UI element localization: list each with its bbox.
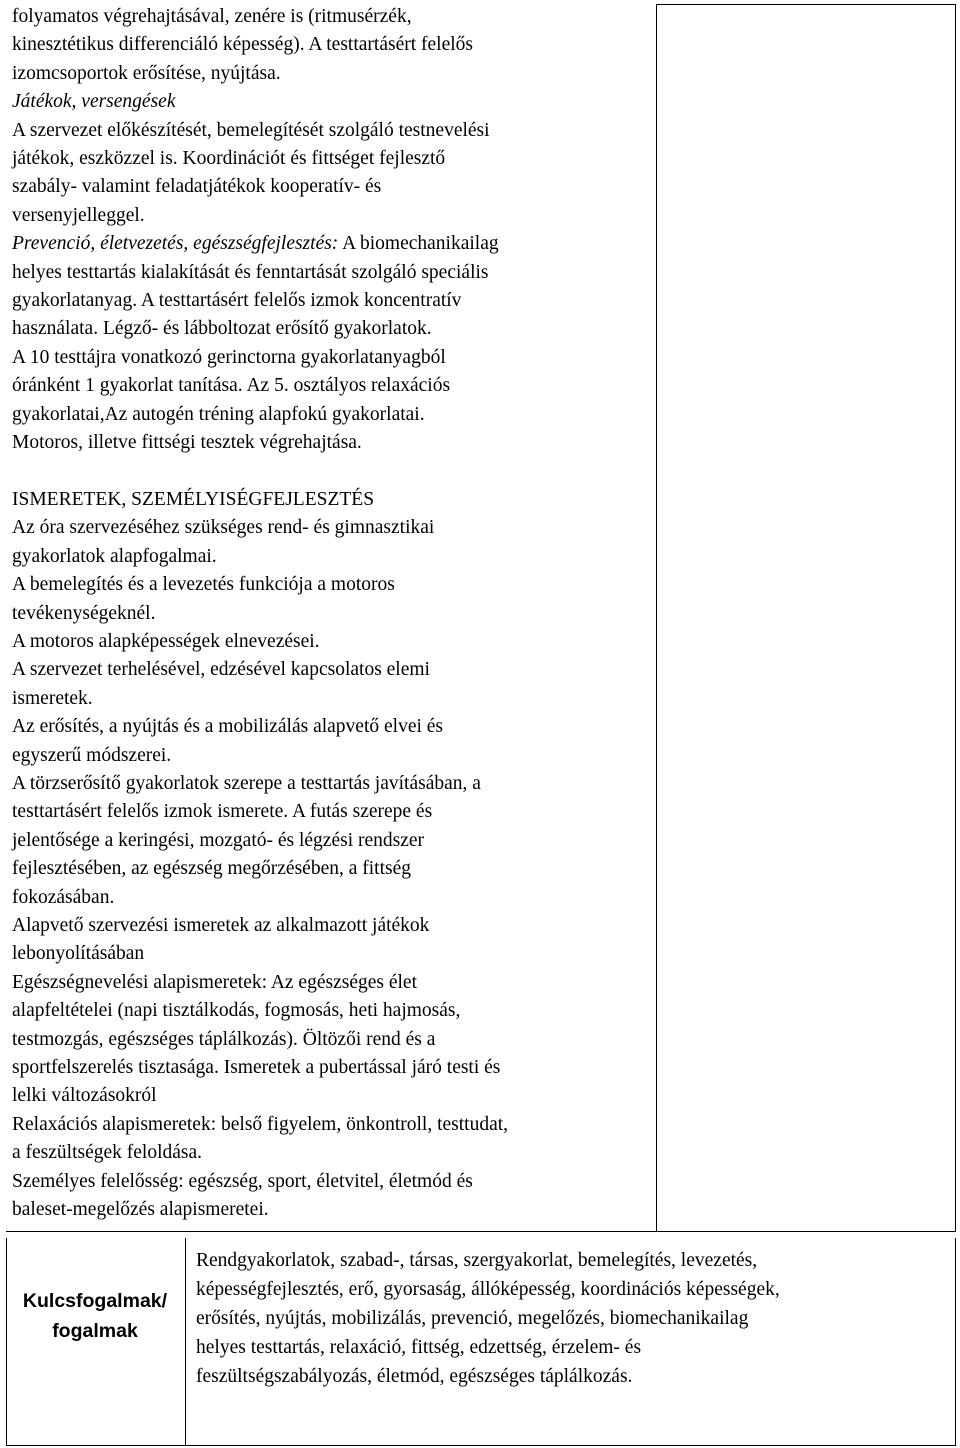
text-line: A szervezet terhelésével, edzésével kapcsolatos elemi	[12, 659, 430, 681]
text-line: gyakorlatanyag. A testtartásért felelős izmok koncentratív	[12, 290, 462, 312]
keywords-line: feszültségszabályozás, életmód, egészséges táplálkozás.	[196, 1366, 633, 1387]
keywords-line: helyes testtartás, relaxáció, fittség, edzettség, érzelem- és	[196, 1337, 642, 1358]
text-line: lelki változásokról	[12, 1085, 157, 1107]
text-line: A törzserősítő gyakorlatok szerepe a testtartás javításában, a	[12, 772, 481, 794]
text-line: helyes testtartás kialakítását és fenntartását szolgáló speciális	[12, 261, 489, 283]
table-border-right-lower	[955, 1238, 956, 1446]
text-line: baleset-megelőzés alapismeretei.	[12, 1199, 269, 1221]
text-line: fejlesztésében, az egészség megőrzésében, a fittség	[12, 858, 412, 880]
text-line: izomcsoportok erősítése, nyújtása.	[12, 62, 281, 84]
blank-line	[12, 458, 508, 486]
table-border-col-divider	[656, 4, 657, 1231]
table-border-top	[657, 4, 956, 5]
text-line: testtartásért felelős izmok ismerete. A futás szerepe és	[12, 801, 433, 823]
text-line: testmozgás, egészséges táplálkozás). Öltözői rend és a	[12, 1028, 436, 1050]
text-line: A 10 testtájra vonatkozó gerinctorna gyakorlatanyagból	[12, 346, 446, 368]
text-line: játékok, eszközzel is. Koordinációt és fittséget fejlesztő	[12, 148, 446, 170]
keywords-label-line: fogalmak	[52, 1320, 138, 1342]
text-line: sportfelszerelés tisztasága. Ismeretek a pubertással járó testi és	[12, 1057, 501, 1079]
table-border-right-upper	[955, 4, 956, 1231]
text-line: használata. Légző- és lábboltozat erősítő gyakorlatok.	[12, 318, 432, 340]
text-line: kinesztétikus differenciáló képesség). A testtartásért felelős	[12, 34, 473, 56]
text-line: a feszültségek feloldása.	[12, 1142, 203, 1164]
text-line: tevékenységeknél.	[12, 602, 156, 624]
text-line-with-italic-heading: Prevenció, életvezetés, egészségfejlesztés: A biomechanikailag	[12, 233, 499, 255]
text-line: ismeretek.	[12, 687, 93, 709]
text-line: versenyjelleggel.	[12, 204, 145, 226]
text-line: óránként 1 gyakorlat tanítása. Az 5. osztályos relaxációs	[12, 375, 451, 397]
content-cell	[12, 3, 508, 1224]
text-line: Egészségnevelési alapismeretek: Az egészséges élet	[12, 971, 417, 993]
text-line: A szervezet előkészítését, bemelegítését szolgáló testnevelési	[12, 119, 490, 141]
text-line: fokozásában.	[12, 886, 115, 908]
section-heading: ISMERETEK, SZEMÉLYISÉGFEJLESZTÉS	[12, 488, 375, 510]
text-line: A motoros alapképességek elnevezései.	[12, 630, 320, 652]
table-border-label-divider	[185, 1238, 186, 1446]
text-line: jelentősége a keringési, mozgató- és légzési rendszer	[12, 829, 425, 851]
text-line: Relaxációs alapismeretek: belső figyelem, önkontroll, testtudat,	[12, 1113, 509, 1135]
text-line: Az óra szervezéséhez szükséges rend- és gimnasztikai	[12, 517, 435, 539]
text-line: lebonyolításában	[12, 943, 145, 965]
keywords-label	[6, 1286, 184, 1346]
keywords-line: képességfejlesztés, erő, gyorsaság, állóképesség, koordinációs képességek,	[196, 1279, 780, 1300]
text-line: gyakorlatok alapfogalmai.	[12, 545, 217, 567]
keywords-cell	[196, 1246, 780, 1391]
section-heading-italic: Játékok, versengések	[12, 91, 176, 113]
keywords-label-line: Kulcsfogalmak/	[22, 1290, 168, 1312]
table-border-bottom	[6, 1445, 956, 1446]
text-line: egyszerű módszerei.	[12, 744, 172, 766]
table-border-mid	[6, 1231, 956, 1232]
text-line: alapfeltételei (napi tisztálkodás, fogmosás, heti hajmosás,	[12, 1000, 461, 1022]
text-line: gyakorlatai,Az autogén tréning alapfokú gyakorlatai.	[12, 403, 425, 425]
text-line: A bemelegítés és a levezetés funkciója a motoros	[12, 574, 395, 596]
text-line: folyamatos végrehajtásával, zenére is (ritmusérzék,	[12, 6, 412, 27]
text-line: Motoros, illetve fittségi tesztek végrehajtása.	[12, 432, 362, 454]
keywords-line: Rendgyakorlatok, szabad-, társas, szergyakorlat, bemelegítés, levezetés,	[196, 1250, 758, 1271]
text-line: Alapvető szervezési ismeretek az alkalmazott játékok	[12, 914, 430, 936]
keywords-line: erősítés, nyújtás, mobilizálás, prevenció, megelőzés, biomechanikailag	[196, 1308, 749, 1329]
text-line: Személyes felelősség: egészség, sport, életvitel, életmód és	[12, 1170, 473, 1192]
text-line: szabály- valamint feladatjátékok kooperatív- és	[12, 176, 382, 198]
text-line: Az erősítés, a nyújtás és a mobilizálás alapvető elvei és	[12, 716, 444, 738]
